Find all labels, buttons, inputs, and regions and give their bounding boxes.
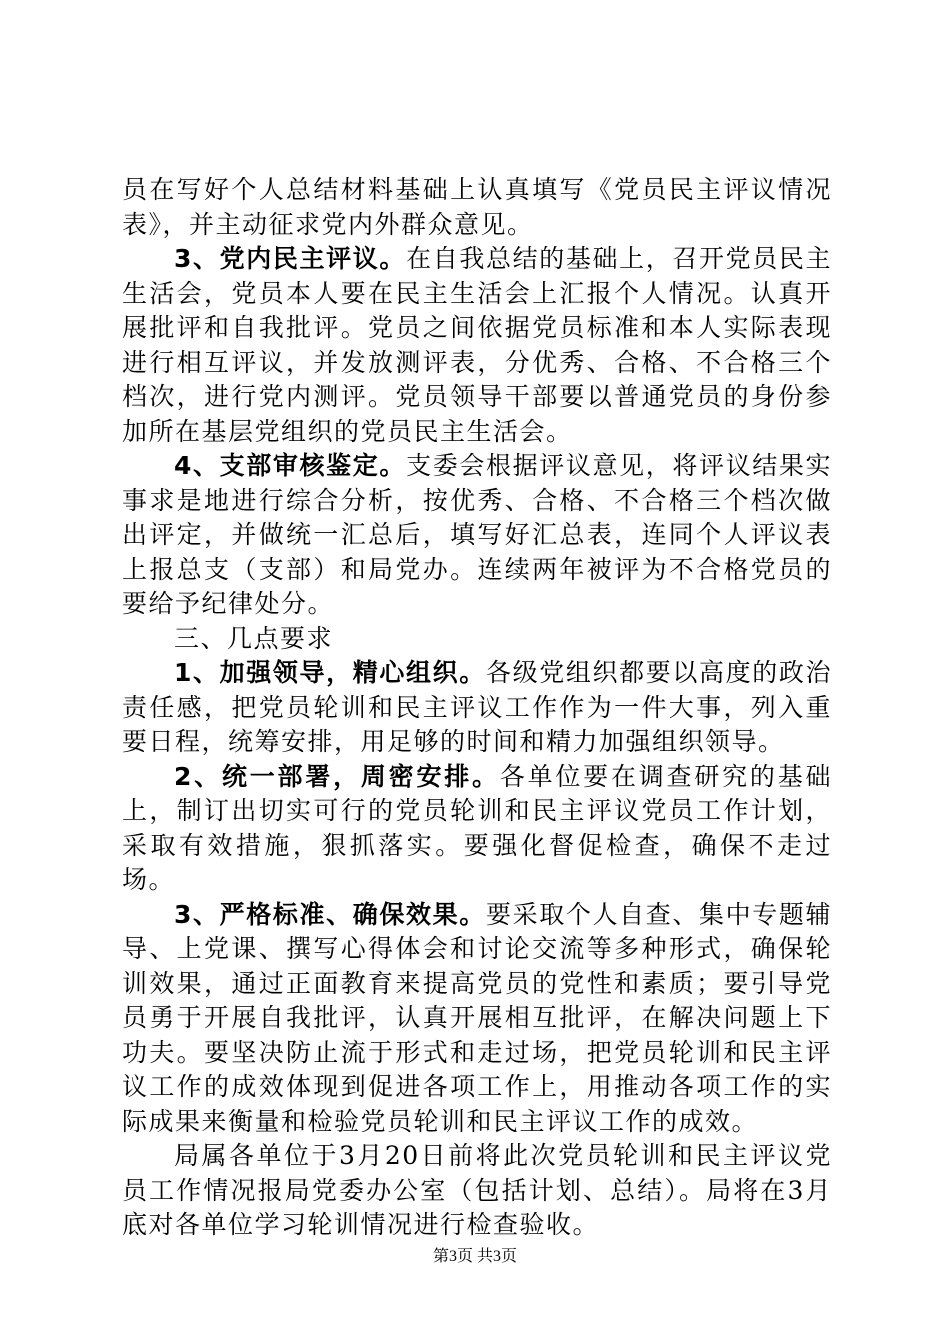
paragraph-continuation xyxy=(122,173,832,242)
paragraph-text: 员在写好个人总结材料基础上认真填写《党员民主评议情况表》，并主动征求党内外群众意见。 xyxy=(122,175,832,239)
paragraph-requirement-1 xyxy=(122,656,832,760)
paragraph-requirement-2 xyxy=(122,760,832,898)
paragraph-step-3 xyxy=(122,242,832,449)
document-body xyxy=(122,173,832,1243)
paragraph-lead-heading: 1、加强领导，精心组织。 xyxy=(174,658,486,687)
paragraph-text: 各级党组织都要以高度的政治责任感，把党员轮训和民主评议工作作为一件大事，列入重要日程，统筹安排，用足够的时间和精力加强组织领导。 xyxy=(122,658,832,756)
paragraph-text: 在自我总结的基础上，召开党员民主生活会，党员本人要在民主生活会上汇报个人情况。认真开展批评和自我批评。党员之间依据党员标准和本人实际表现进行相互评议，并发放测评表，分优秀、合格、不合格三个档次，进行党内测评。党员领导干部要以普通党员的身份参加所在基层党组织的党员民主生活会。 xyxy=(122,244,832,446)
page-number-label: 第3页 共3页 xyxy=(432,1248,517,1265)
paragraph-lead-heading: 3、党内民主评议。 xyxy=(174,244,407,273)
paragraph-step-4 xyxy=(122,449,832,622)
page-footer xyxy=(0,1243,950,1266)
paragraph-lead-heading: 4、支部审核鉴定。 xyxy=(174,451,407,480)
paragraph-text: 要采取个人自查、集中专题辅导、上党课、撰写心得体会和讨论交流等多种形式，确保轮训效果，通过正面教育来提高党员的党性和素质；要引导党员勇于开展自我批评，认真开展相互批评，在解决问题上下功夫。要坚决防止流于形式和走过场，把党员轮训和民主评议工作的成效体现到促进各项工作上，用推动各项工作的实际成果来衡量和检验党员轮训和民主评议工作的成效。 xyxy=(122,899,832,1136)
paragraph-requirement-3 xyxy=(122,898,832,1140)
paragraph-closing xyxy=(122,1139,832,1243)
paragraph-lead-heading: 3、严格标准、确保效果。 xyxy=(174,899,486,929)
paragraph-lead-heading: 2、统一部署，周密安排。 xyxy=(174,761,500,791)
section-heading-requirements xyxy=(122,622,832,657)
paragraph-text: 各单位要在调查研究的基础上，制订出切实可行的党员轮训和民主评议党员工作计划，采取有效措施，狠抓落实。要强化督促检查，确保不走过场。 xyxy=(122,761,832,894)
section-heading-text: 三、几点要求 xyxy=(174,623,334,653)
paragraph-text: 支委会根据评议意见，将评议结果实事求是地进行综合分析，按优秀、合格、不合格三个档次做出评定，并做统一汇总后，填写好汇总表，连同个人评议表上报总支（支部）和局党办。连续两年被评为不合格党员的要给予纪律处分。 xyxy=(122,451,832,618)
paragraph-text: 局属各单位于3月20日前将此次党员轮训和民主评议党员工作情况报局党委办公室（包括计划、总结）。局将在3月底对各单位学习轮训情况进行检查验收。 xyxy=(122,1141,832,1239)
